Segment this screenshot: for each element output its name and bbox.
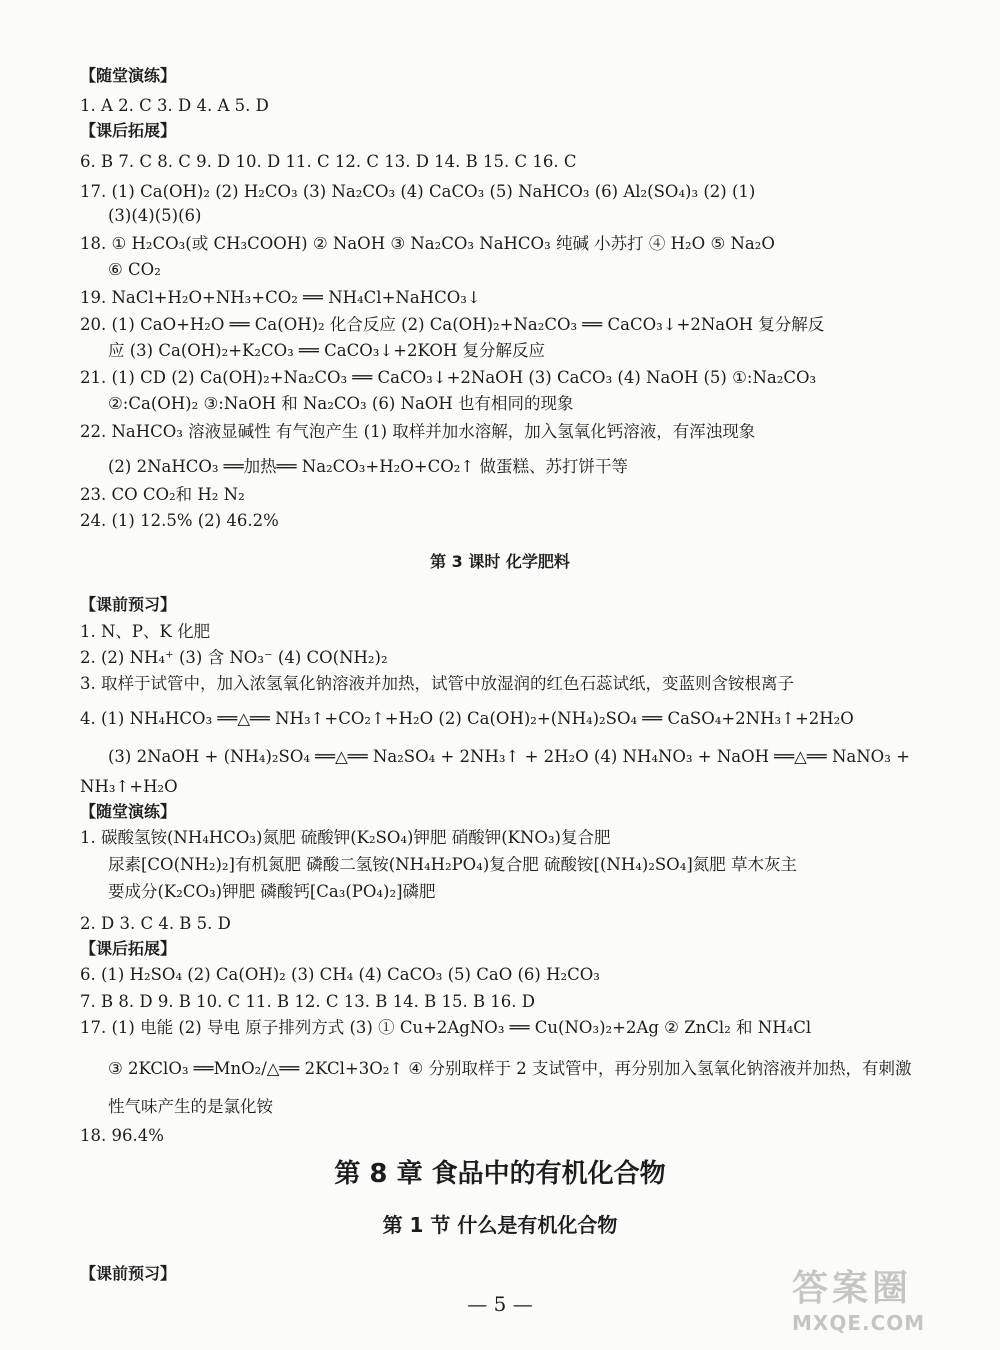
watermark-text: 答案圈 [792, 1268, 913, 1309]
answer-line: 20. (1) CaO+H₂O ══ Ca(OH)₂ 化合反应 (2) Ca(OH)₂+Na₂CO₃ ══ CaCO₃↓+2NaOH 复分解反 [80, 315, 825, 334]
answer-line-cont: ②:Ca(OH)₂ ③:NaOH 和 Na₂CO₃ (6) NaOH 也有相同的现象 [108, 394, 574, 413]
answer-line: 4. (1) NH₄HCO₃ ══△══ NH₃↑+CO₂↑+H₂O (2) Ca(OH)₂+(NH₄)₂SO₄ ══ CaSO₄+2NH₃↑+2H₂O [80, 709, 854, 728]
answer-line: 19. NaCl+H₂O+NH₃+CO₂ ══ NH₄Cl+NaHCO₃↓ [80, 288, 481, 307]
section-heading: 【随堂演练】 [80, 66, 177, 85]
section-heading: 【课前预习】 [80, 595, 177, 614]
answer-line: 18. ① H₂CO₃(或 CH₃COOH) ② NaOH ③ Na₂CO₃ NaHCO₃ 纯碱 小苏打 ④ H₂O ⑤ Na₂O [80, 234, 775, 253]
watermark-url: MXQE.COM [792, 1311, 926, 1335]
section-title: 第 1 节 什么是有机化合物 [382, 1213, 618, 1237]
answer-line-cont: 要成分(K₂CO₃)钾肥 磷酸钙[Ca₃(PO₄)₂]磷肥 [108, 882, 436, 901]
page-number: — 5 — [467, 1292, 533, 1316]
answer-line: 21. (1) CD (2) Ca(OH)₂+Na₂CO₃ ══ CaCO₃↓+2NaOH (3) CaCO₃ (4) NaOH (5) ①:Na₂CO₃ [80, 368, 817, 387]
section-heading: 【课前预习】 [80, 1264, 177, 1283]
answer-line-cont: ③ 2KClO₃ ══MnO₂/△══ 2KCl+3O₂↑ ④ 分别取样于 2 支试管中，再分别加入氢氧化钠溶液并加热，有刺激 [108, 1059, 912, 1078]
answer-line: 1. 碳酸氢铵(NH₄HCO₃)氮肥 硫酸钾(K₂SO₄)钾肥 硝酸钾(KNO₃)复合肥 [80, 828, 611, 847]
answer-line: 2. (2) NH₄⁺ (3) 含 NO₃⁻ (4) CO(NH₂)₂ [80, 648, 388, 667]
answer-line-cont: NH₃↑+H₂O [80, 777, 178, 796]
answer-line-cont: (3)(4)(5)(6) [108, 206, 202, 225]
answer-line: 18. 96.4% [80, 1126, 164, 1145]
answer-line: 1. A 2. C 3. D 4. A 5. D [80, 96, 269, 115]
answer-line: 7. B 8. D 9. B 10. C 11. B 12. C 13. B 14. B 15. B 16. D [80, 992, 536, 1011]
chapter-title: 第 8 章 食品中的有机化合物 [334, 1159, 666, 1189]
lesson-title: 第 3 课时 化学肥料 [430, 552, 570, 571]
answer-line-cont: (2) 2NaHCO₃ ══加热══ Na₂CO₃+H₂O+CO₂↑ 做蛋糕、苏打饼干等 [108, 457, 628, 476]
answer-line: 17. (1) Ca(OH)₂ (2) H₂CO₃ (3) Na₂CO₃ (4) CaCO₃ (5) NaHCO₃ (6) Al₂(SO₄)₃ (2) (1) [80, 182, 756, 201]
answer-line-cont: ⑥ CO₂ [108, 260, 161, 279]
answer-line-cont: (3) 2NaOH + (NH₄)₂SO₄ ══△══ Na₂SO₄ + 2NH₃↑ + 2H₂O (4) NH₄NO₃ + NaOH ══△══ NaNO₃ + [108, 747, 910, 766]
section-heading: 【随堂演练】 [80, 802, 177, 821]
answer-line: 6. (1) H₂SO₄ (2) Ca(OH)₂ (3) CH₄ (4) CaCO₃ (5) CaO (6) H₂CO₃ [80, 965, 600, 984]
answer-line: 23. CO CO₂和 H₂ N₂ [80, 485, 245, 504]
answer-line: 1. N、P、K 化肥 [80, 622, 211, 641]
answer-line: 24. (1) 12.5% (2) 46.2% [80, 511, 279, 530]
answer-line-cont: 应 (3) Ca(OH)₂+K₂CO₃ ══ CaCO₃↓+2KOH 复分解反应 [108, 341, 546, 360]
answer-line-cont: 性气味产生的是氯化铵 [108, 1097, 273, 1116]
answer-line: 3. 取样于试管中，加入浓氢氧化钠溶液并加热，试管中放湿润的红色石蕊试纸，变蓝则含铵根离子 [80, 674, 794, 693]
answer-line: 17. (1) 电能 (2) 导电 原子排列方式 (3) ① Cu+2AgNO₃ ══ Cu(NO₃)₂+2Ag ② ZnCl₂ 和 NH₄Cl [80, 1018, 812, 1037]
section-heading: 【课后拓展】 [80, 121, 177, 140]
answer-line: 2. D 3. C 4. B 5. D [80, 914, 231, 933]
answer-line-cont: 尿素[CO(NH₂)₂]有机氮肥 磷酸二氢铵(NH₄H₂PO₄)复合肥 硫酸铵[(NH₄)₂SO₄]氮肥 草木灰主 [108, 855, 798, 874]
answer-line: 6. B 7. C 8. C 9. D 10. D 11. C 12. C 13. D 14. B 15. C 16. C [80, 152, 577, 171]
watermark-logo [792, 1260, 982, 1340]
section-heading: 【课后拓展】 [80, 939, 177, 958]
answer-line: 22. NaHCO₃ 溶液显碱性 有气泡产生 (1) 取样并加水溶解，加入氢氧化钙溶液，有浑浊现象 [80, 422, 756, 441]
